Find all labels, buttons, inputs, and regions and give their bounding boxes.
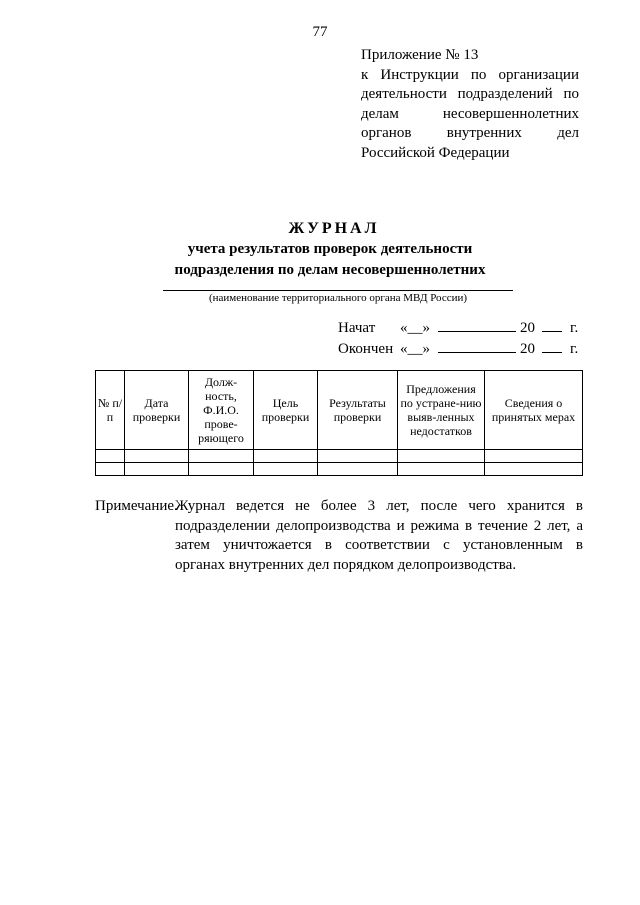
started-day: «__» xyxy=(400,320,430,336)
table-header-row xyxy=(96,371,583,450)
dates-block xyxy=(338,318,583,360)
table-row xyxy=(96,450,583,463)
col-header-purpose: Цель проверки xyxy=(254,371,318,450)
note-label: Примечание. xyxy=(95,498,178,514)
appendix-title: Приложение № 13 xyxy=(361,47,479,63)
journal-table xyxy=(95,370,583,476)
col-header-proposals: Предложения по устране-нию выяв-ленных недостатков xyxy=(398,371,485,450)
col-header-number: № п/п xyxy=(96,371,125,450)
finished-year-suffix: г. xyxy=(570,341,579,357)
journal-subtitle-2: подразделения по делам несовершеннолетних xyxy=(174,262,486,278)
appendix-line-6: Российской Федерации xyxy=(361,144,510,161)
finished-day: «__» xyxy=(400,341,430,357)
col-header-results: Результаты проверки xyxy=(318,371,398,450)
appendix-line-2: к Инструкции по организации xyxy=(361,66,579,83)
finished-month-blank xyxy=(438,339,516,353)
journal-title: ЖУРНАЛ xyxy=(288,220,380,237)
org-name-caption: (наименование территориального органа МВД России) xyxy=(208,292,468,304)
col-header-inspector: Долж-ность, Ф.И.О. прове-ряющего xyxy=(189,371,254,450)
started-label: Начат xyxy=(338,320,376,336)
journal-subtitle-1: учета результатов проверок деятельности xyxy=(187,241,473,257)
finished-label: Окончен xyxy=(338,341,394,357)
note-block xyxy=(95,497,583,575)
journal-title-block xyxy=(0,220,640,280)
finished-row xyxy=(338,339,583,360)
appendix-line-4: делам несовершеннолетних xyxy=(361,105,579,122)
page-number: 77 xyxy=(312,24,328,40)
appendix-block xyxy=(361,46,579,163)
table-row xyxy=(96,463,583,476)
col-header-date: Дата проверки xyxy=(125,371,189,450)
appendix-line-3: деятельности подразделений по xyxy=(361,86,579,102)
col-header-measures: Сведения о принятых мерах xyxy=(485,371,583,450)
note-line-4: органах внутренних дел порядком делопроизводства. xyxy=(175,556,517,573)
finished-year-blank xyxy=(542,339,562,353)
note-line-1: Примечание. Журнал ведется не более 3 лет, после чего хранится в xyxy=(95,497,583,517)
finished-year-prefix: 20 xyxy=(520,341,535,357)
started-year-prefix: 20 xyxy=(520,320,535,336)
started-year-blank xyxy=(542,318,562,332)
note-line-3: затем уничтожается в соответствии с установленным в xyxy=(175,537,583,553)
org-name-line xyxy=(163,290,513,291)
started-month-blank xyxy=(438,318,516,332)
appendix-line-5: органов внутренних дел xyxy=(361,125,579,141)
note-line-2: подразделении делопроизводства и режима в течение 2 лет, а xyxy=(175,517,583,534)
started-row xyxy=(338,318,583,339)
started-year-suffix: г. xyxy=(570,320,579,336)
